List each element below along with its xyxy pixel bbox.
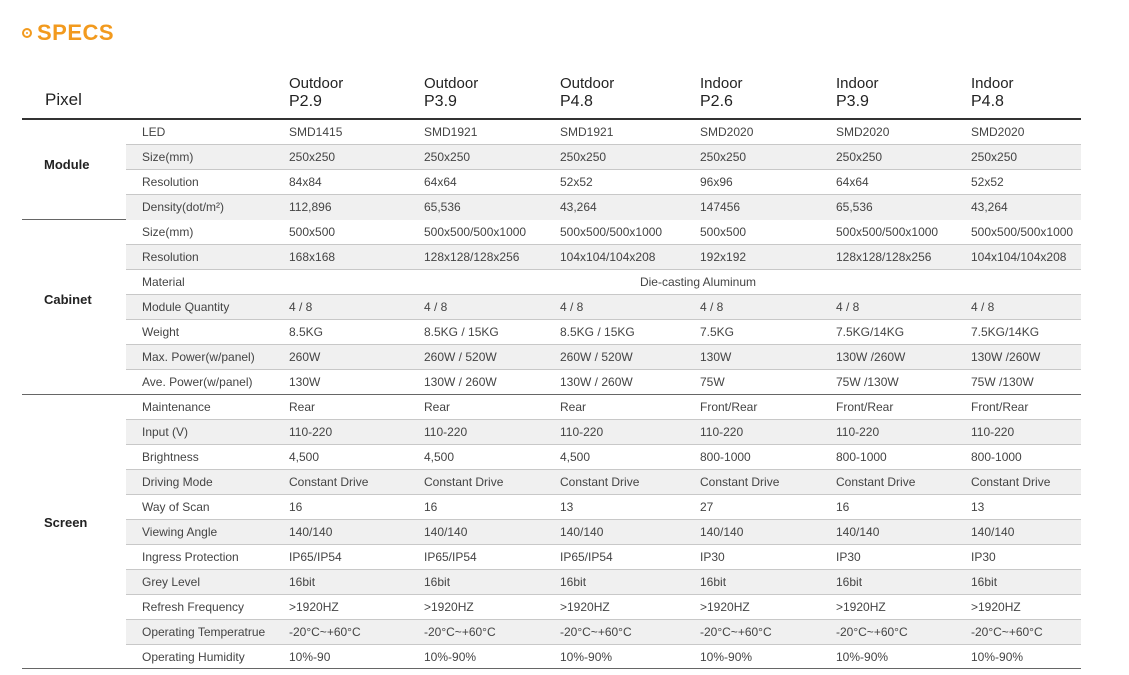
table-cell: 250x250 <box>971 150 1018 164</box>
table-cell: 16bit <box>700 575 727 589</box>
table-cell: SMD1415 <box>289 125 343 139</box>
row-label: Input (V) <box>142 425 189 439</box>
row-label: Way of Scan <box>142 500 210 514</box>
table-cell: 16bit <box>560 575 587 589</box>
table-cell: 65,536 <box>836 200 873 214</box>
table-row <box>126 495 1081 520</box>
table-cell: >1920HZ <box>836 600 886 614</box>
table-cell: >1920HZ <box>560 600 610 614</box>
table-cell: 500x500 <box>700 225 747 239</box>
table-cell: 8.5KG <box>289 325 324 339</box>
table-cell: -20°C~+60°C <box>836 625 908 639</box>
table-cell: 10%-90% <box>971 650 1024 664</box>
table-cell: 4,500 <box>560 450 591 464</box>
table-cell: 110-220 <box>424 425 468 439</box>
table-cell: SMD1921 <box>560 125 614 139</box>
table-cell: 10%-90% <box>424 650 477 664</box>
table-cell: 27 <box>700 500 714 514</box>
table-cell: 168x168 <box>289 250 336 264</box>
table-cell: 13 <box>560 500 574 514</box>
table-cell: Rear <box>560 400 587 414</box>
table-cell: Constant Drive <box>971 475 1051 489</box>
table-cell: 250x250 <box>836 150 883 164</box>
table-cell: 64x64 <box>836 175 869 189</box>
table-cell: 4 / 8 <box>700 300 724 314</box>
table-cell: 130W /260W <box>836 350 906 364</box>
table-cell: 130W <box>700 350 732 364</box>
table-cell: -20°C~+60°C <box>424 625 496 639</box>
table-row <box>126 595 1081 620</box>
table-cell: >1920HZ <box>289 600 339 614</box>
table-cell: IP30 <box>700 550 725 564</box>
column-env: Indoor <box>700 75 743 92</box>
table-cell: 500x500 <box>289 225 336 239</box>
table-cell: IP65/IP54 <box>289 550 342 564</box>
column-model: P3.9 <box>836 93 869 110</box>
table-cell: >1920HZ <box>971 600 1021 614</box>
table-cell: -20°C~+60°C <box>289 625 361 639</box>
table-row <box>126 120 1081 145</box>
table-cell: 140/140 <box>700 525 744 539</box>
table-cell: 75W /130W <box>971 375 1034 389</box>
table-cell: 500x500/500x1000 <box>424 225 527 239</box>
table-cell: Rear <box>289 400 316 414</box>
table-cell: Constant Drive <box>424 475 504 489</box>
table-cell: 4 / 8 <box>971 300 995 314</box>
column-header <box>836 75 879 111</box>
table-cell: 130W / 260W <box>424 375 497 389</box>
column-model: P3.9 <box>424 93 457 110</box>
bullet-circle-icon <box>22 28 32 38</box>
table-cell: 16bit <box>424 575 451 589</box>
table-cell: 4,500 <box>424 450 455 464</box>
table-row <box>126 270 1081 295</box>
table-cell: 112,896 <box>289 200 332 214</box>
row-label: Driving Mode <box>142 475 213 489</box>
table-cell: 250x250 <box>560 150 607 164</box>
column-header <box>289 75 343 111</box>
table-row <box>126 645 1081 670</box>
table-cell: 110-220 <box>700 425 744 439</box>
table-cell: >1920HZ <box>424 600 474 614</box>
table-cell: Constant Drive <box>836 475 916 489</box>
table-row <box>126 245 1081 270</box>
table-cell: 7.5KG/14KG <box>971 325 1040 339</box>
table-cell: 130W /260W <box>971 350 1041 364</box>
row-label: Max. Power(w/panel) <box>142 350 255 364</box>
table-cell: 250x250 <box>424 150 471 164</box>
table-cell: 260W / 520W <box>424 350 497 364</box>
table-cell: 250x250 <box>289 150 336 164</box>
specs-heading <box>22 20 114 46</box>
table-row <box>126 145 1081 170</box>
table-cell: SMD1921 <box>424 125 478 139</box>
table-cell: 140/140 <box>289 525 333 539</box>
row-label: LED <box>142 125 166 139</box>
row-label: Ave. Power(w/panel) <box>142 375 253 389</box>
table-row <box>126 220 1081 245</box>
table-cell: 84x84 <box>289 175 322 189</box>
group-label-screen: Screen <box>44 515 88 530</box>
table-cell: 192x192 <box>700 250 747 264</box>
table-cell: Constant Drive <box>289 475 369 489</box>
table-cell: 75W <box>700 375 725 389</box>
table-cell: 260W / 520W <box>560 350 633 364</box>
table-cell: 110-220 <box>971 425 1015 439</box>
table-cell: 140/140 <box>836 525 880 539</box>
table-row <box>126 370 1081 395</box>
table-cell: IP65/IP54 <box>560 550 613 564</box>
table-cell: 4,500 <box>289 450 320 464</box>
table-cell: Constant Drive <box>700 475 780 489</box>
table-row <box>126 445 1081 470</box>
table-cell: 65,536 <box>424 200 461 214</box>
table-cell: 7.5KG/14KG <box>836 325 905 339</box>
table-cell: 4 / 8 <box>289 300 313 314</box>
column-model: P4.8 <box>560 93 593 110</box>
table-cell: IP30 <box>836 550 861 564</box>
row-label: Size(mm) <box>142 150 194 164</box>
table-cell: 64x64 <box>424 175 457 189</box>
column-header <box>971 75 1014 111</box>
table-cell: -20°C~+60°C <box>700 625 772 639</box>
table-cell: 110-220 <box>836 425 880 439</box>
table-cell: Constant Drive <box>560 475 640 489</box>
table-cell: SMD2020 <box>700 125 754 139</box>
table-row <box>126 620 1081 645</box>
table-cell: 10%-90% <box>560 650 613 664</box>
table-cell: 7.5KG <box>700 325 735 339</box>
table-cell: 128x128/128x256 <box>424 250 520 264</box>
table-cell: 52x52 <box>971 175 1004 189</box>
row-label: Operating Humidity <box>142 650 245 664</box>
table-cell: SMD2020 <box>971 125 1025 139</box>
column-model: P2.9 <box>289 93 322 110</box>
table-cell: 250x250 <box>700 150 747 164</box>
table-cell-span: Die-casting Aluminum <box>639 275 757 289</box>
column-env: Indoor <box>971 75 1014 92</box>
table-cell: 140/140 <box>560 525 604 539</box>
table-cell: 75W /130W <box>836 375 899 389</box>
table-cell: IP30 <box>971 550 996 564</box>
table-row <box>126 170 1081 195</box>
table-cell: 16bit <box>289 575 316 589</box>
table-row <box>126 420 1081 445</box>
table-cell: 500x500/500x1000 <box>836 225 939 239</box>
column-env: Outdoor <box>289 75 344 92</box>
row-label: Operating Temperatrue <box>142 625 266 639</box>
table-cell: 16 <box>836 500 850 514</box>
table-cell: 10%-90 <box>289 650 331 664</box>
table-cell: -20°C~+60°C <box>971 625 1043 639</box>
table-cell: 500x500/500x1000 <box>971 225 1074 239</box>
row-label: Module Quantity <box>142 300 230 314</box>
table-cell: 4 / 8 <box>836 300 860 314</box>
table-cell: 43,264 <box>971 200 1008 214</box>
table-cell: 128x128/128x256 <box>836 250 932 264</box>
table-cell: IP65/IP54 <box>424 550 477 564</box>
table-cell: 140/140 <box>424 525 468 539</box>
table-cell: 10%-90% <box>836 650 889 664</box>
table-cell: 130W / 260W <box>560 375 633 389</box>
row-label: Density(dot/m²) <box>142 200 225 214</box>
table-cell: 8.5KG / 15KG <box>560 325 635 339</box>
row-label: Maintenance <box>142 400 211 414</box>
table-cell: 147456 <box>700 200 741 214</box>
table-row <box>126 295 1081 320</box>
table-cell: 8.5KG / 15KG <box>424 325 499 339</box>
table-cell: 110-220 <box>289 425 333 439</box>
column-model: P2.6 <box>700 93 733 110</box>
table-cell: 104x104/104x208 <box>560 250 656 264</box>
table-cell: SMD2020 <box>836 125 890 139</box>
row-label: Grey Level <box>142 575 201 589</box>
table-row <box>126 195 1081 220</box>
table-cell: >1920HZ <box>700 600 750 614</box>
table-cell: 800-1000 <box>836 450 887 464</box>
column-header <box>560 75 614 111</box>
table-cell: 104x104/104x208 <box>971 250 1067 264</box>
row-label: Size(mm) <box>142 225 194 239</box>
table-row <box>126 395 1081 420</box>
table-cell: 16 <box>424 500 438 514</box>
table-cell: 16bit <box>836 575 863 589</box>
table-cell: Front/Rear <box>836 400 894 414</box>
table-cell: 4 / 8 <box>560 300 584 314</box>
row-label: Weight <box>142 325 180 339</box>
table-cell: 130W <box>289 375 321 389</box>
table-row <box>126 570 1081 595</box>
table-row <box>126 545 1081 570</box>
table-row <box>126 320 1081 345</box>
column-env: Outdoor <box>560 75 615 92</box>
table-cell: 13 <box>971 500 985 514</box>
column-env: Indoor <box>836 75 879 92</box>
table-cell: -20°C~+60°C <box>560 625 632 639</box>
table-cell: 16 <box>289 500 303 514</box>
table-row <box>126 470 1081 495</box>
table-cell: Front/Rear <box>971 400 1029 414</box>
table-cell: 96x96 <box>700 175 733 189</box>
group-label-module: Module <box>44 157 90 172</box>
table-cell: 4 / 8 <box>424 300 448 314</box>
table-cell: 500x500/500x1000 <box>560 225 663 239</box>
table-row <box>126 345 1081 370</box>
table-cell: 110-220 <box>560 425 604 439</box>
table-cell: 140/140 <box>971 525 1015 539</box>
pixel-header-label: Pixel <box>45 90 82 109</box>
row-label: Material <box>142 275 185 289</box>
table-cell: Front/Rear <box>700 400 758 414</box>
group-label-cabinet: Cabinet <box>44 292 92 307</box>
table-row <box>126 520 1081 545</box>
column-header <box>700 75 743 111</box>
row-label: Brightness <box>142 450 199 464</box>
row-label: Viewing Angle <box>142 525 218 539</box>
table-cell: 16bit <box>971 575 998 589</box>
row-label: Resolution <box>142 175 199 189</box>
column-env: Outdoor <box>424 75 479 92</box>
row-label: Resolution <box>142 250 199 264</box>
table-cell: 260W <box>289 350 321 364</box>
row-label: Ingress Protection <box>142 550 239 564</box>
column-header <box>424 75 478 111</box>
section-title: SPECS <box>37 20 115 45</box>
row-label: Refresh Frequency <box>142 600 245 614</box>
table-cell: 10%-90% <box>700 650 753 664</box>
table-cell: 800-1000 <box>700 450 751 464</box>
table-cell: 52x52 <box>560 175 593 189</box>
table-cell: Rear <box>424 400 451 414</box>
column-model: P4.8 <box>971 93 1004 110</box>
table-cell: 800-1000 <box>971 450 1022 464</box>
table-cell: 43,264 <box>560 200 597 214</box>
